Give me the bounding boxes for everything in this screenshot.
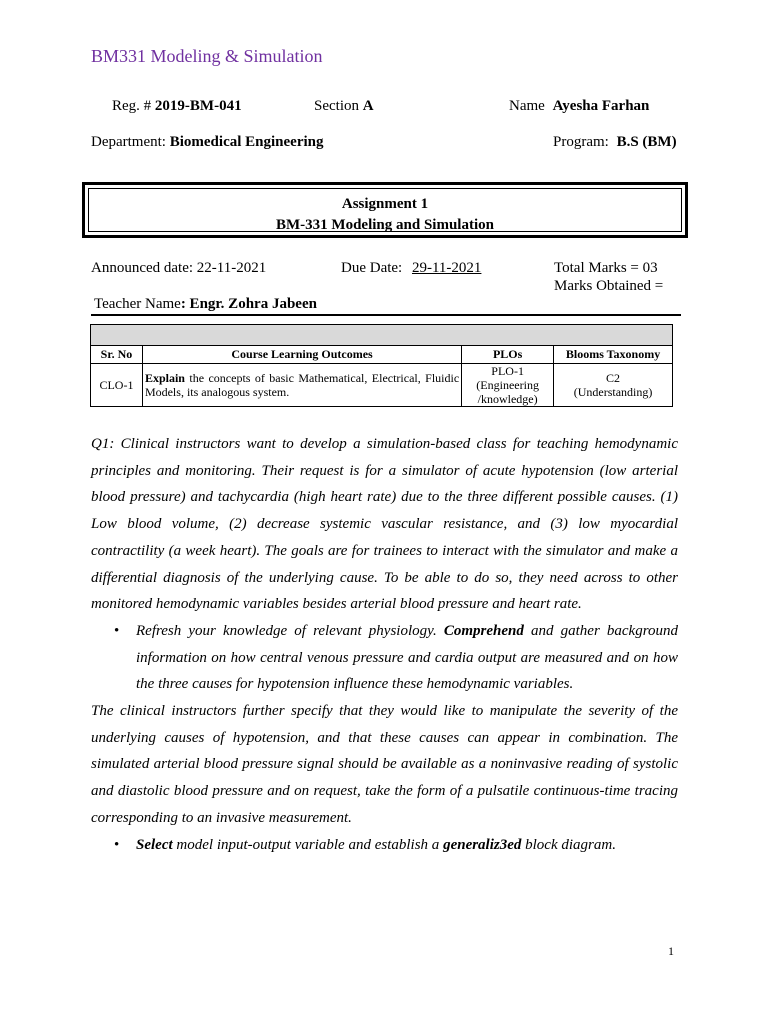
due-date-value: 29-11-2021 [411, 260, 482, 276]
assignment-header-inner [88, 188, 682, 232]
table-shaded-row [91, 325, 673, 346]
header-sr-no: Sr. No [91, 346, 143, 364]
cell-blooms [554, 364, 673, 407]
cell-plo [462, 364, 554, 407]
blooms-line-1: C2 [606, 371, 621, 385]
teacher-name [94, 296, 317, 313]
program-value: B.S (BM) [616, 134, 677, 150]
program-label: Program: [553, 134, 609, 150]
bullet-icon: • [114, 836, 120, 853]
table-header-row [91, 346, 673, 364]
plo-line-3: /knowledge) [477, 392, 538, 406]
bullet-icon: • [114, 622, 120, 639]
reg-label: Reg. # [112, 98, 152, 114]
section [314, 98, 374, 115]
outcome-text: the concepts of basic Mathematical, Electrical, Fluidic Models, its analogous system. [144, 371, 460, 399]
teacher-label: Teacher Name [94, 296, 181, 312]
bullet1-bold: Comprehend [443, 622, 524, 639]
outcome-verb: Explain [144, 371, 185, 385]
table-row [91, 364, 673, 407]
clo-table [90, 324, 673, 407]
department [91, 134, 323, 151]
total-marks: Total Marks = 03 [554, 260, 658, 276]
marks-obtained: Marks Obtained = [554, 278, 664, 294]
question-body [91, 431, 678, 858]
blooms-line-2: (Understanding) [573, 385, 653, 399]
bullet-item-2 [91, 832, 678, 859]
reg-value: 2019-BM-041 [154, 98, 242, 114]
student-name [509, 98, 649, 115]
header-blooms: Blooms Taxonomy [554, 346, 673, 364]
page-number: 1 [668, 944, 674, 958]
bullet1-text-b: and gather background information on how central venous pressure and cardia output are measured and on how the three causes for hypotension influence these hemodynamic variables. [136, 622, 678, 693]
section-value: A [362, 98, 374, 114]
department-value: Biomedical Engineering [169, 134, 324, 150]
section-label: Section [314, 98, 359, 114]
header-plos: PLOs [462, 346, 554, 364]
assignment-header-box [82, 182, 688, 238]
question-paragraph-1: Q1: Clinical instructors want to develop a simulation-based class for teaching hemodynamic principles and monitoring. Their request is for a simulator of acute hypotension (low arterial blood pressure) and tachycardia (high heart rate) due to the three different possible causes. (1) Low blood volume, (2) decrease systemic vascular resistance, and (3) low myocardial contractility (a week heart). The goals are for trainees to interact with the simulator and make a differential diagnosis of the underlying cause. To be able to do so, they need across to other monitored hemodynamic variables besides arterial blood pressure and heart rate. [91, 436, 678, 613]
header-outcomes: Course Learning Outcomes [142, 346, 461, 364]
due-date [341, 260, 481, 277]
course-title: BM331 Modeling & Simulation [91, 46, 323, 66]
bullet1-text-a: Refresh your knowledge of relevant physiology. [136, 622, 444, 639]
plo-line-1: PLO-1 [491, 364, 524, 378]
divider-line [91, 314, 681, 316]
shaded-cell [91, 325, 673, 346]
due-date-label: Due Date: [341, 260, 403, 276]
department-label: Department: [91, 134, 166, 150]
program [553, 134, 677, 151]
announced-date: Announced date: 22-11-2021 [91, 260, 267, 276]
bullet-item-1 [91, 618, 678, 698]
reg-number [112, 98, 242, 115]
assignment-subtitle: BM-331 Modeling and Simulation [276, 217, 494, 233]
name-label: Name [509, 98, 545, 114]
plo-line-2: (Engineering [476, 378, 539, 392]
question-paragraph-2: The clinical instructors further specify that they would like to manipulate the severity of the underlying causes of hypotension, and that these causes can appear in combination. The simulated arterial blood pressure signal should be available as a noninvasive reading of systolic and diastolic blood pressure and on request, take the form of a pulsatile continuous-time tracing corresponding to an invasive measurement. [91, 703, 678, 826]
cell-outcome [142, 364, 461, 407]
name-value: Ayesha Farhan [552, 98, 650, 114]
bullet2-text-a: model input-output variable and establish a [172, 836, 444, 853]
cell-sr: CLO-1 [91, 364, 143, 407]
teacher-value: : Engr. Zohra Jabeen [180, 296, 317, 312]
bullet2-text-b: block diagram. [521, 836, 616, 853]
bullet2-bold-2: generaliz3ed [443, 836, 522, 853]
assignment-title: Assignment 1 [341, 196, 429, 212]
bullet2-bold-1: Select [136, 836, 173, 853]
